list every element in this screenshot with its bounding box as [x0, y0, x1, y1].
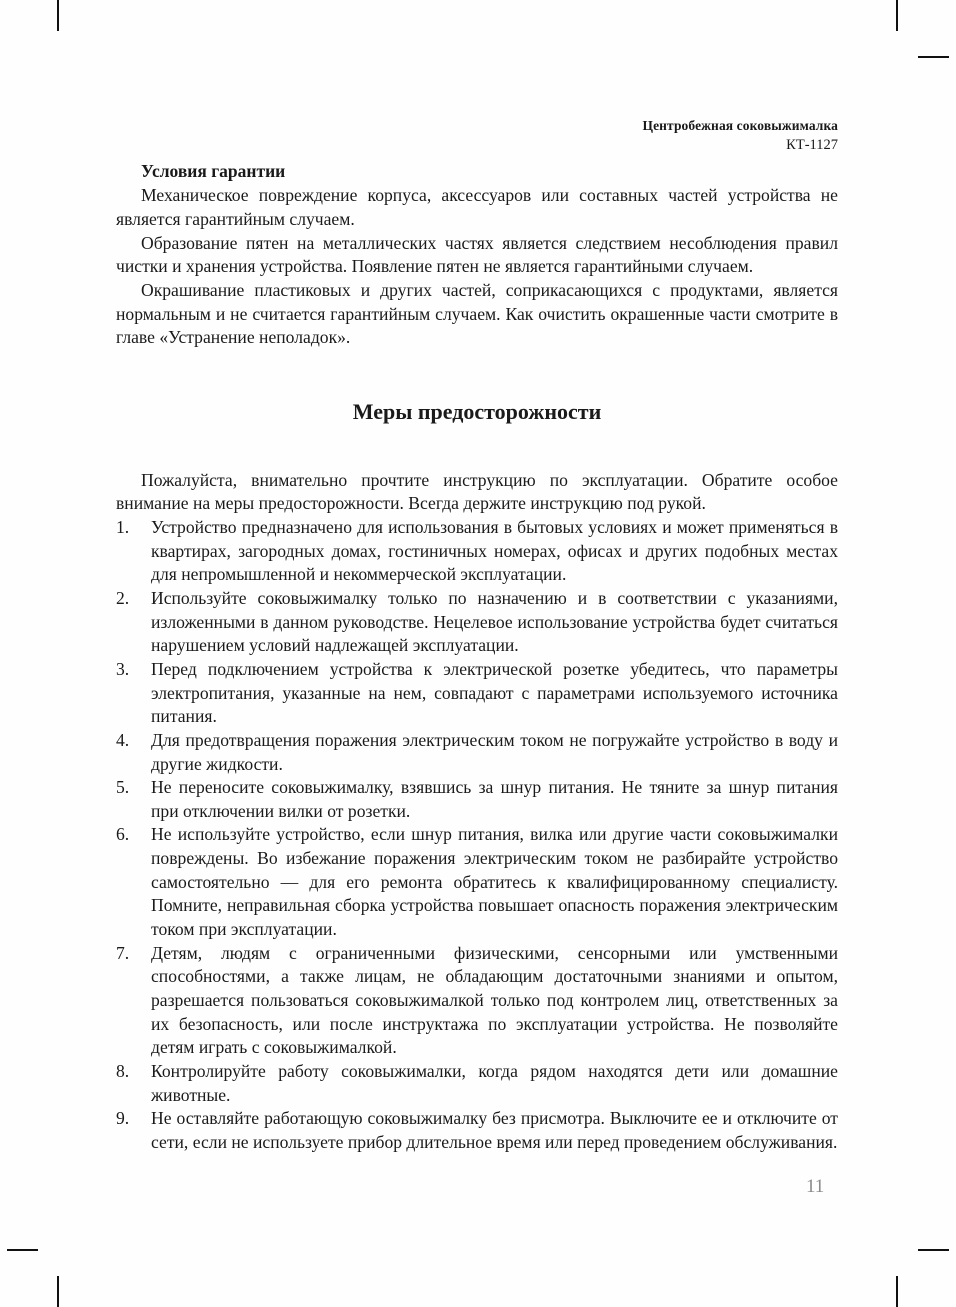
list-item: Устройство предназначено для использования в бытовых условиях и может применяться в квартирах, загородных домах, гостиничных номерах, офисах и других подобных местах для непромышленной и некоммерческой эксплуатации. — [151, 516, 838, 585]
running-head-product-title: Центробежная соковыжималка — [642, 118, 838, 133]
spacer-after-section-title — [116, 427, 838, 469]
crop-mark-bottom-left-vertical — [57, 1276, 59, 1307]
warranty-paragraph-3: Окрашивание пластиковых и других частей, соприкасающихся с продуктами, является нормальным и не считается гарантийным случаем. Как очистить окрашенные части смотрите в главе «Устранение неполадок». — [116, 280, 838, 348]
list-item: Контролируйте работу соковыжималки, когда рядом находятся дети или домашние животные. — [151, 1061, 838, 1105]
list-item: Перед подключением устройства к электрической розетке убедитесь, что параметры электропитания, указанные на нем, совпадают с параметрами используемого источника питания. — [151, 658, 838, 727]
list-item: Для предотвращения поражения электрическим током не погружайте устройство в воду и другие жидкости. — [151, 729, 838, 774]
list-item: Не оставляйте работающую соковыжималку без присмотра. Выключите ее и отключите от сети, если не используете прибор длительное время или перед проведением обслуживания. — [151, 1108, 838, 1152]
warranty-paragraph-1: Механическое повреждение корпуса, аксессуаров или составных частей устройства не является гарантийным случаем. — [116, 185, 838, 230]
running-head-model: КТ-1127 — [786, 136, 838, 153]
running-head — [642, 118, 838, 154]
list-item: Используйте соковыжималку только по назначению и в соответствии с указаниями, изложенными в данном руководстве. Нецелевое использование устройства будет считаться нарушением условий надлежащей эксплуатации. — [151, 587, 838, 656]
crop-mark-bottom-left-horizontal — [7, 1249, 38, 1251]
crop-mark-top-right-vertical — [896, 0, 898, 31]
crop-mark-top-right-horizontal — [918, 56, 949, 58]
list-item: Не переносите соковыжималку, взявшись за шнур питания. Не тяните за шнур питания при отключении вилки от розетки. — [151, 777, 838, 821]
precautions-list — [116, 516, 838, 1155]
precautions-section-title: Меры предосторожности — [352, 399, 602, 425]
precautions-intro-paragraph: Пожалуйста, внимательно прочтите инструкцию по эксплуатации. Обратите особое внимание на меры предосторожности. Всегда держите инструкцию под рукой. — [116, 469, 838, 514]
spacer-before-section-title — [116, 350, 838, 398]
list-item: Не используйте устройство, если шнур питания, вилка или другие части соковыжималки повреждены. Во избежание поражения электрическим током не разбирайте устройство самостоятельно — для его ремонта обратитесь к квалифицированному специалисту. Помните, неправильная сборка устройства повышает опасность поражения электрическим током при эксплуатации. — [151, 824, 838, 940]
warranty-heading: Условия гарантии — [141, 161, 286, 181]
list-item: Детям, людям с ограниченными физическими, сенсорными или умственными способностями, а также лицам, не обладающим достаточными знаниями и опытом, разрешается пользоваться соковыжималкой только под контролем лиц, ответственных за их безопасность, или после инструктажа по эксплуатации устройства. Не позволяйте детям играть с соковыжималкой. — [151, 942, 838, 1058]
crop-mark-top-left — [57, 0, 59, 31]
crop-mark-bottom-right-vertical — [896, 1276, 898, 1307]
crop-mark-bottom-right-horizontal — [918, 1249, 949, 1251]
warranty-paragraph-2: Образование пятен на металлических частях является следствием несоблюдения правил чистки и хранения устройства. Появление пятен не является гарантийными случаем. — [116, 232, 838, 277]
page-number: 11 — [806, 1176, 825, 1197]
text-column — [116, 160, 838, 1155]
